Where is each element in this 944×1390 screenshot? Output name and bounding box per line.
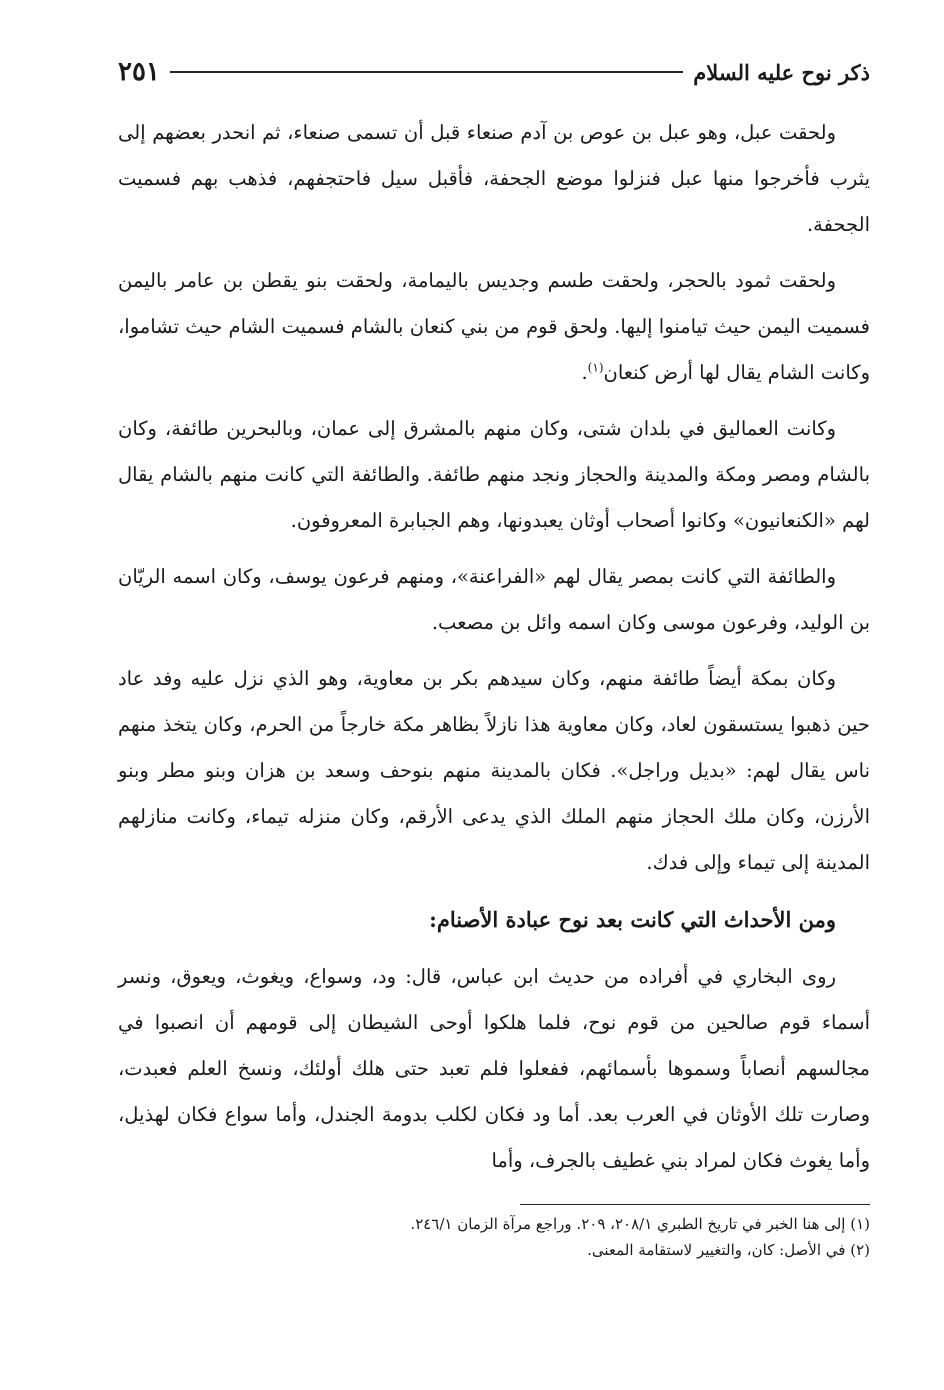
body-text xyxy=(118,110,870,1184)
paragraph-3: وكانت العماليق في بلدان شتى، وكان منهم بالمشرق إلى عمان، وبالبحرين طائفة، وكان بالشام ومصر ومكة والمدينة والحجاز ونجد منهم طائفة. والطائفة التي كانت منهم بالشام يقال لهم «الكنعانيون» وكانوا أصحاب أوثان يعبدونها، وهم الجبابرة المعروفون. xyxy=(118,417,870,532)
section-subheading: ومن الأحداث التي كانت بعد نوح عبادة الأصنام: xyxy=(429,907,836,932)
footnotes-section xyxy=(118,1194,870,1263)
paragraph-2 xyxy=(118,258,870,396)
paragraph-5: وكان بمكة أيضاً طائفة منهم، وكان سيدهم بكر بن معاوية، وهو الذي نزل عليه وفد عاد حين ذهبوا يستسقون لعاد، وكان معاوية هذا نازلاً بظاهر مكة خارجاً من الحرم، وكان يتخذ منهم ناس يقال لهم: «بديل وراجل». فكان بالمدينة منهم بنوحف وسعد بن هزان وبنو مطر وبنو الأرزن، وكان ملك الحجاز منهم الملك الذي يدعى الأرقم، وكان منزله تيماء، وكانت منازلهم المدينة إلى تيماء وإلى فدك. xyxy=(118,667,870,874)
page-number: ٢٥١ xyxy=(118,57,160,87)
paragraph-2-text: ولحقت ثمود بالحجر، ولحقت طسم وجديس باليمامة، ولحقت بنو يقطن بن عامر باليمن فسميت اليمن حيث تيامنوا إليها. ولحق قوم من بني كنعان بالشام فسميت الشام حيث تشاموا، وكانت الشام يقال لها أرض كنعان xyxy=(118,269,870,384)
paragraph-1: ولحقت عبل، وهو عبل بن عوص بن آدم صنعاء قبل أن تسمى صنعاء، ثم انحدر بعضهم إلى يثرب فأخرجوا منها عبل فنزلوا موضع الجحفة، فأقبل سيل فاحتجفهم، فذهب بهم فسميت الجحفة. xyxy=(118,121,870,236)
footnote-2: (٢) في الأصل: كان، والتغيير لاستقامة المعنى. xyxy=(587,1241,870,1259)
book-page xyxy=(118,52,870,1263)
header-rule xyxy=(170,71,683,73)
paragraph-2-tail: . xyxy=(581,361,588,384)
running-header xyxy=(118,52,870,92)
footnote-reference-1: (١) xyxy=(587,360,604,375)
running-title: ذكر نوح عليه السلام xyxy=(693,59,870,85)
paragraph-6: روى البخاري في أفراده من حديث ابن عباس، قال: ود، وسواع، ويغوث، ويعوق، ونسر أسماء قوم صالحين من قوم نوح، فلما هلكوا أوحى الشيطان إلى قومهم أن انصبوا في مجالسهم أنصاباً وسموها بأسمائهم، ففعلوا فلم تعبد حتى هلك أولئك، ونسخ العلم فعبدت، وصارت تلك الأوثان في العرب بعد. أما ود فكان لكلب بدومة الجندل، وأما سواع فكان لهذيل، وأما يغوث فكان لمراد بني غطيف بالجرف، وأما xyxy=(118,965,870,1172)
paragraph-4: والطائفة التي كانت بمصر يقال لهم «الفراعنة»، ومنهم فرعون يوسف، وكان اسمه الريّان بن الوليد، وفرعون موسى وكان اسمه وائل بن مصعب. xyxy=(118,565,870,634)
footnote-rule xyxy=(520,1204,870,1211)
footnote-1: (١) إلى هنا الخبر في تاريخ الطبري ٢٠٨/١، ٢٠٩. وراجع مرآة الزمان ٢٤٦/١. xyxy=(410,1215,870,1233)
